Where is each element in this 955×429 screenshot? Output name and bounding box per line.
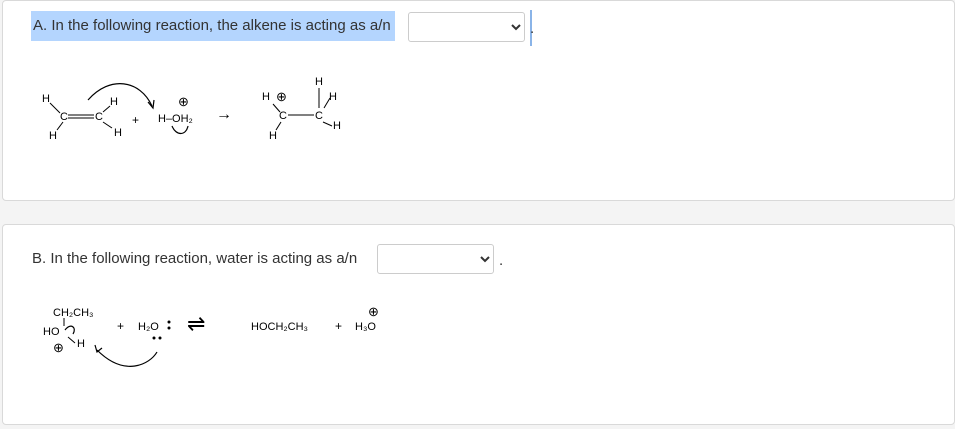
hydroxyl-group: HO xyxy=(43,326,60,338)
bond xyxy=(323,122,332,126)
reaction-arrow: → xyxy=(216,106,232,123)
bond xyxy=(68,337,75,343)
bond xyxy=(103,106,110,112)
atom-c2: C xyxy=(315,110,323,122)
bond xyxy=(276,122,281,130)
curved-arrow xyxy=(88,84,152,106)
atom-h: H xyxy=(77,338,85,350)
ethyl-group: CH₂CH₃ xyxy=(53,307,94,319)
atom-h: H xyxy=(329,91,337,103)
bond xyxy=(103,122,112,128)
positive-charge: ⊕ xyxy=(178,94,189,109)
equilibrium-arrow: ⇌ xyxy=(187,311,206,336)
atom-h: H xyxy=(315,76,323,88)
plus-sign: + xyxy=(117,319,125,333)
lone-pair-dot xyxy=(153,337,156,340)
positive-charge: ⊕ xyxy=(276,89,287,104)
atom-h: H xyxy=(114,127,122,139)
curved-arrow xyxy=(97,350,157,366)
lone-pair-dot xyxy=(159,337,162,340)
atom-c1: C xyxy=(60,111,68,123)
question-a-period: . xyxy=(530,20,535,37)
bond xyxy=(57,122,63,130)
atom-h: H xyxy=(110,96,118,108)
atom-h: H xyxy=(269,130,277,142)
reaction-scheme-a xyxy=(30,70,390,150)
atom-h: H xyxy=(49,130,57,142)
hydronium-formula: H₃O xyxy=(355,321,376,333)
atom-c1: C xyxy=(279,110,287,122)
ethanol-formula: HOCH₂CH₃ xyxy=(251,321,309,333)
plus-sign: + xyxy=(132,113,140,127)
curved-arrow-small xyxy=(172,126,188,134)
hydronium-formula: H–OH₂ xyxy=(158,113,193,125)
atom-h: H xyxy=(262,91,270,103)
reaction-scheme-b xyxy=(35,300,395,375)
water-formula: H₂O xyxy=(138,321,159,333)
question-a-prompt: A. In the following reaction, the alkene is acting as a/n xyxy=(31,11,395,41)
bond xyxy=(50,103,60,113)
atom-c2: C xyxy=(95,111,103,123)
positive-charge: ⊕ xyxy=(53,340,64,355)
plus-sign: + xyxy=(335,319,343,333)
question-b-period: . xyxy=(499,252,504,269)
lone-pair-dot xyxy=(168,327,171,330)
atom-h: H xyxy=(333,120,341,132)
curved-arrow-small xyxy=(65,326,74,334)
arrowhead xyxy=(95,345,102,352)
positive-charge: ⊕ xyxy=(368,304,379,319)
question-a-answer-dropdown[interactable] xyxy=(408,12,525,42)
question-b-prompt: B. In the following reaction, water is acting as a/n xyxy=(32,250,358,267)
question-b-answer-dropdown[interactable] xyxy=(377,244,494,274)
atom-h: H xyxy=(42,93,50,105)
lone-pair-dot xyxy=(168,321,171,324)
